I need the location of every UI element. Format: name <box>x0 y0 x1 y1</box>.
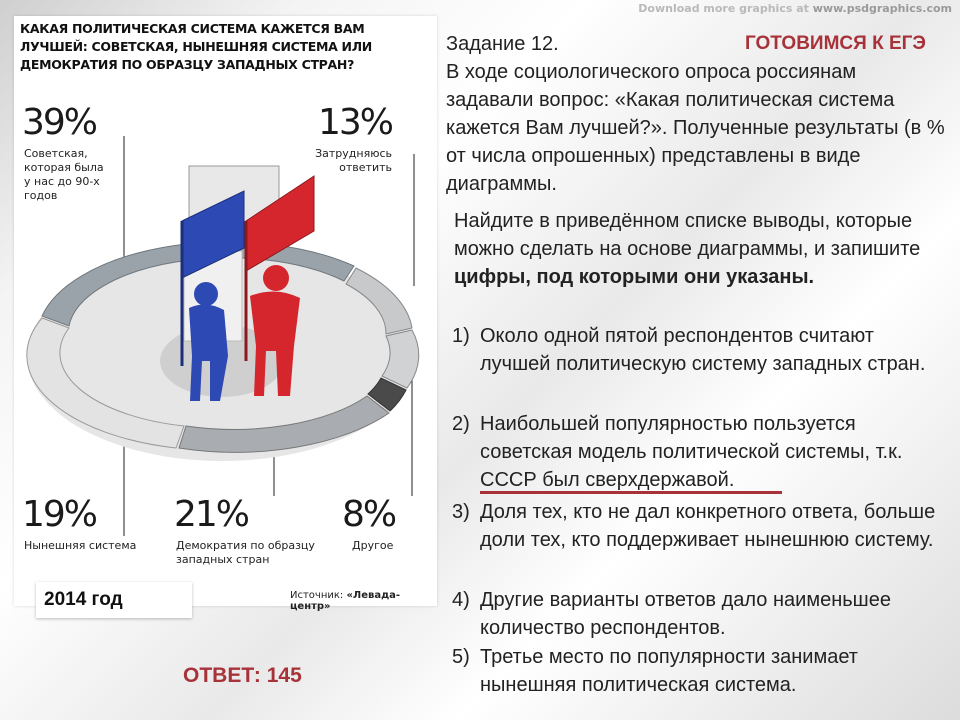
percent-other: 8% <box>342 494 396 535</box>
label-soviet: Советская, которая была у нас до 90-х годов <box>24 147 104 202</box>
percent-undecided: 13% <box>318 102 393 143</box>
option-2: 2) Наибольшей популярностью пользуется советская модель политической системы, т.к. СССР был сверхдержавой. <box>452 413 903 491</box>
percent-current: 19% <box>22 494 97 535</box>
option-4: 4) Другие варианты ответов дало наименьшее количество респондентов. <box>452 589 891 639</box>
infographic <box>14 16 437 612</box>
answer: ОТВЕТ: 145 <box>183 664 302 687</box>
percent-western: 21% <box>174 494 249 535</box>
option-1: 1) Около одной пятой респондентов считают лучшей политическую систему западных стран. <box>452 325 926 375</box>
label-other: Другое <box>352 539 394 552</box>
percent-soviet: 39% <box>22 102 97 143</box>
prep-label: ГОТОВИМСЯ К ЕГЭ <box>745 33 926 54</box>
task-intro: В ходе социологического опроса россиянам задавали вопрос: «Какая политическая система кажется Вам лучшей?». Полученные результаты (в % от числа опрошенных) представлены в виде диаграммы. <box>446 61 945 195</box>
infographic-title: КАКАЯ ПОЛИТИЧЕСКАЯ СИСТЕМА КАЖЕТСЯ ВАМ ЛУЧШЕЙ: СОВЕТСКАЯ, НЫНЕШНЯЯ СИСТЕМА ИЛИ ДЕМОКРАТИЯ ПО ОБРАЗЦУ ЗАПАДНЫХ СТРАН? <box>20 21 372 72</box>
label-western: Демократия по образцу западных стран <box>176 539 315 566</box>
label-undecided: Затрудняюсь ответить <box>315 147 392 174</box>
option-5: 5) Третье место по популярности занимает нынешняя политическая система. <box>452 646 858 696</box>
task-instruction: Найдите в приведённом списке выводы, которые можно сделать на основе диаграммы, и запишите цифры, под которыми они указаны. <box>454 210 921 288</box>
label-current: Нынешняя система <box>24 539 137 552</box>
option-3: 3) Доля тех, кто не дал конкретного ответа, больше доли тех, кто поддерживает нынешнюю систему. <box>452 501 936 551</box>
task-number: Задание 12. <box>446 33 559 55</box>
year-badge: 2014 год <box>36 582 192 618</box>
highlight-underline <box>480 491 782 494</box>
source: Источник: «Левада-центр» <box>290 590 401 612</box>
watermark: Download more graphics at www.psdgraphics.com <box>638 2 952 15</box>
